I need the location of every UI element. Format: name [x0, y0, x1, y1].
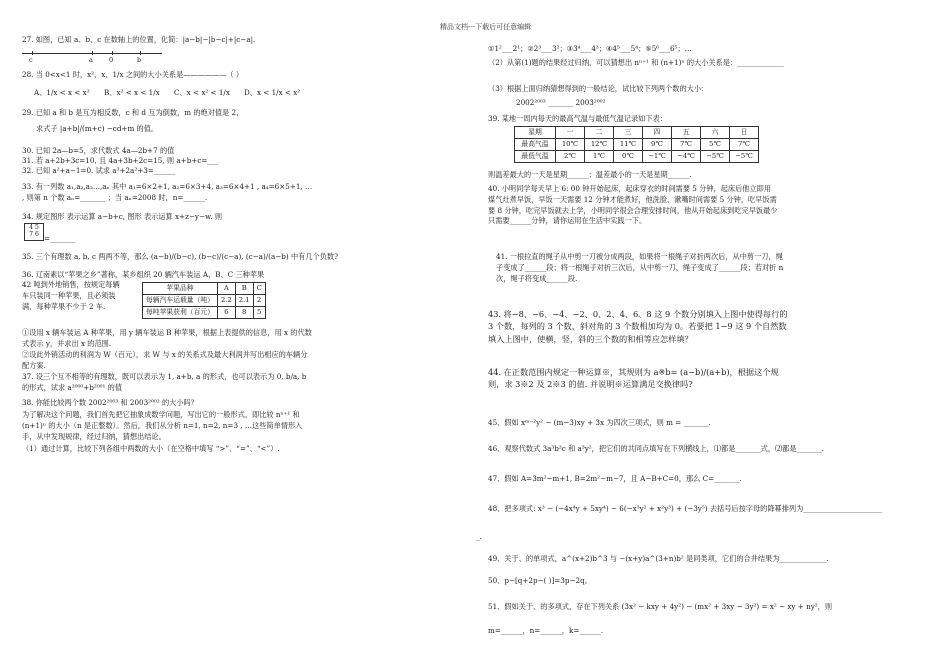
q38-part3-compare: 2002²⁰⁰³ _______ 2003²⁰⁰² [516, 98, 606, 107]
question-28: 28. 当 0<x<1 时，x²、x、1/x 之间的大小关系是——————（ ） [22, 70, 244, 79]
table-cell: 10℃ [556, 139, 585, 151]
question-36-body: 42 吨到外地销售，按规定每辆车只装同一种苹果，且必须装满，每种苹果不少于 2 车. [22, 280, 120, 311]
table-cell: 最高气温 [515, 139, 556, 151]
q34-cell: 7 [29, 231, 34, 238]
table-cell: 8 [235, 307, 253, 319]
question-35: 35. 三个有理数 a, b, c 两两不等，那么 (a−b)/(b−c), (b−c)/(c−a), (c−a)/(a−b) 中有几个负数? [22, 252, 338, 261]
q38-part3: （3）根据上面归纳猜想得到的一般结论，试比较下列两个数的大小： [488, 84, 709, 93]
table-cell: 四 [643, 127, 672, 139]
table-cell: 2.2 [217, 295, 235, 307]
axis-label-b: b [137, 56, 142, 64]
table-cell: 二 [585, 127, 614, 139]
question-36-part1: ①设用 x 辆车装运 A 种苹果，用 y 辆车装运 B 种苹果，根据上表提供的信息，用 x 的代数式表示 y，并求出 x 的范围. [22, 328, 312, 348]
table-cell: C [253, 283, 265, 295]
table-cell: B [235, 283, 253, 295]
table-cell: 一 [556, 127, 585, 139]
q34-cell: 4 [29, 224, 34, 231]
table-cell: 每吨苹果获利（百元） [143, 307, 218, 319]
question-47: 47、假如 A=3m²−m+1, B=2m²−m−7，且 A−B+C=0，那么 C=_______. [488, 474, 742, 483]
table-cell: −4℃ [672, 151, 701, 163]
table-cell: 7℃ [672, 139, 701, 151]
question-36-part2: ②设此外销活动的利润为 W（百元），求 W 与 x 的关系式及最大利润并写出相应的车辆分配方案. [22, 350, 308, 370]
table-cell: 五 [672, 127, 701, 139]
question-48: 48、把多项式: x³ − (−4x⁴y + 5xy⁴) − 6(−x³y² + x²y³) + (−3y⁵) 去括号后按字母的降幂排列为______________________ [488, 504, 883, 513]
question-38: 38. 你能比较两个数 2002²⁰⁰³ 和 2003²⁰⁰² 的大小吗？ [22, 398, 198, 407]
table-cell: 5℃ [701, 139, 730, 151]
question-46: 46、观察代数式 3a³b²c 和 a³y²，把它们的共同点填写在下列横线上，⑴都是_______式，⑵都是_______. [488, 444, 824, 453]
question-49: 49、关于、的单项式，a^(x+2)b^3 与 −(x+y)a^(3+n)b² 是同类项，它们的合并结果为_____________. [488, 554, 829, 563]
table-cell: 5 [253, 307, 265, 319]
question-34-answer: =_______ [44, 234, 76, 243]
question-31: 31. 若 a+2b+3c=10, 且 4a+3b+2c=15, 则 a+b+c=___ [22, 156, 219, 165]
page-header: 精品文档---下载后可任意编辑 [440, 23, 532, 31]
q28-option-b: B、x² < x < 1/x [104, 88, 160, 97]
question-41: 41. 一根拉直的绳子从中剪一刀被分成两段，如果将一根绳子对折两次后，从中剪一刀，绳子变成了______段；将一根绳子对折三次后，从中剪一刀，绳子变成了______段；若对折 n 次，绳子将变成______段. [496, 252, 784, 283]
question-45: 45、假如 xᵐ⁻²y² − (m−3)xy + 3x 为四次三项式，则 m = _______. [488, 418, 711, 427]
question-29-expr: 求式子 |a+b|/(m+c) −cd+m 的值。 [36, 124, 159, 133]
table-cell: A [217, 283, 235, 295]
table-cell: 6 [217, 307, 235, 319]
q38-compare-row: ①1²___2¹；②2³___3²；③3⁴___4³；④4⁵___5⁴；⑤5⁶___6⁵；… [488, 44, 692, 53]
question-51: 51、假如关于、的多项式，存在下列关系 (3x² − kxy + 4y²) − (mx² + 3xy − 3y²) = x² − xy + ny²，则 [488, 602, 833, 611]
question-48-tail: _. [476, 532, 482, 541]
q34-cell: 5 [34, 224, 39, 231]
question-27: 27. 如图，已知 a、b、c 在数轴上的位置，化简：|a−b|−|b−c|+|c−a|. [22, 35, 256, 44]
question-43: 43. 将−8、−6、−4、−2、0、2、4、6、8 这 9 个数分别填入上图中使得每行的 3 个数，每列的 3 个数，斜对角的 3 个数相加均为 0。若要把 1−9 这 9 个自然数填入上图中，使横，竖，斜的三个数的和相等应怎样填？ [488, 309, 788, 344]
question-36: 36. 辽南素以“苹果之乡”著称，某乡组织 20 辆汽车装运 A、B、C 三种苹果 [22, 270, 265, 279]
q38-part2: （2）从第(1)题的结果经过归纳，可以猜想出 nⁿ⁺¹ 和 (n+1)ⁿ 的大小关系是：_____________ [488, 58, 784, 67]
question-30: 30. 已知 2a—b=5，求代数式 4a—2b+7 的值 [22, 146, 175, 155]
table-cell: 2℃ [556, 151, 585, 163]
table-cell: 0℃ [614, 151, 643, 163]
q34-cell: 6 [34, 231, 39, 238]
question-34: 34. 规定图形 表示运算 a−b+c, 图形 表示运算 x+z−y−w. 则 [22, 212, 223, 221]
question-44: 44. 在正数范围内规定一种运算※，其规则为 a※b= (a−b)/(a+b)，根据这个规则，求 3※2 及 2※3 的值. 并说明※运算满足交换律吗? [488, 367, 779, 390]
table-cell: 12℃ [585, 139, 614, 151]
question-37: 37. 设三个互不相等的有理数，既可以表示为 1, a+b, a 的形式，也可以表示为 0, b/a, b 的形式，试求 a²⁰⁰⁰+b²⁰⁰¹ 的值 [22, 372, 307, 392]
table-cell: −5℃ [701, 151, 730, 163]
table-cell: −1℃ [643, 151, 672, 163]
question-50: 50、p−[q+2p−( )]=3p−2q。 [488, 576, 592, 585]
q34-figure [24, 223, 44, 241]
table-cell: 星期 [515, 127, 556, 139]
table-cell: 苹果品种 [143, 283, 218, 295]
table-cell: 六 [701, 127, 730, 139]
question-40: 40. 小明同学每天早上 6: 00 钟开始起床，起床穿衣的时间需要 5 分钟，起床后他立即用煤气灶煮早饭，早饭一天需要 12 分钟才能煮好，他洗脸、漱嘴时间需要 5 分钟，吃早饭需要 8 分钟，吃完早饭就去上学，小明同学很会合理安排时间，他从开始起床到吃完早饭最少只需要______分钟，请你运用在生活中实践一下。 [488, 184, 778, 226]
table-cell: 11℃ [614, 139, 643, 151]
table-cell: 2.1 [235, 295, 253, 307]
temperature-table [514, 126, 759, 163]
question-38-body: 为了解决这个问题，我们首先把它抽象成数学问题，写出它的一般形式，即比较 nⁿ⁺¹ 和 (n+1)ⁿ 的大小（n 是正整数）。然后，我们从分析 n=1, n=2, n=3 , …这些简单情形入手，从中发现规律，经过归纳，猜想出结论。 [22, 410, 303, 441]
question-39-answer: 则温差最大的一天是星期______；温差最小的一天是星期______. [488, 170, 692, 179]
table-cell: 每辆汽车运载量（吨） [143, 295, 218, 307]
table-cell: 三 [614, 127, 643, 139]
table-cell: −5℃ [730, 151, 759, 163]
table-cell: 1℃ [585, 151, 614, 163]
question-32: 32. 已知 a²+a−1=0. 试求 a³+2a²+3=______ [22, 166, 176, 175]
q28-option-c: C、x < x² < 1/x [174, 88, 230, 97]
table-cell: 2 [253, 295, 265, 307]
q28-option-a: A、1/x < x < x² [34, 88, 90, 97]
table-cell: 日 [730, 127, 759, 139]
apple-table [142, 282, 266, 319]
axis-label-0: 0 [109, 56, 114, 64]
question-39: 39. 某地一周内每天的最高气温与最低气温记录如下表： [488, 114, 668, 123]
question-38-part1: （1）通过计算，比较下列各组中两数的大小（在空格中填写 “>”、“=”、“<”）. [22, 444, 280, 453]
table-cell: 9℃ [643, 139, 672, 151]
table-cell: 7℃ [730, 139, 759, 151]
number-line [22, 50, 162, 64]
question-51-answer: m=______，n=______，k=______. [488, 626, 604, 635]
table-cell: 最低气温 [515, 151, 556, 163]
question-33: 33. 有一列数 a₁,a₂,a₃…,aₙ 其中 a₁=6×2+1, a₂=6×3+4, a₃=6×4+1 , a₄=6×5+1, … , 则第 n 个数 aₙ=_______ ；当 aₙ=2008 时，n=______. [22, 182, 313, 202]
question-29: 29. 已知 a 和 b 是互为相反数，c 和 d 互为倒数，m 的绝对值是 2， [22, 108, 244, 117]
axis-label-c: c [29, 56, 33, 64]
q28-option-d: D、x < 1/x < x² [244, 88, 301, 97]
axis-label-a: a [89, 56, 93, 64]
